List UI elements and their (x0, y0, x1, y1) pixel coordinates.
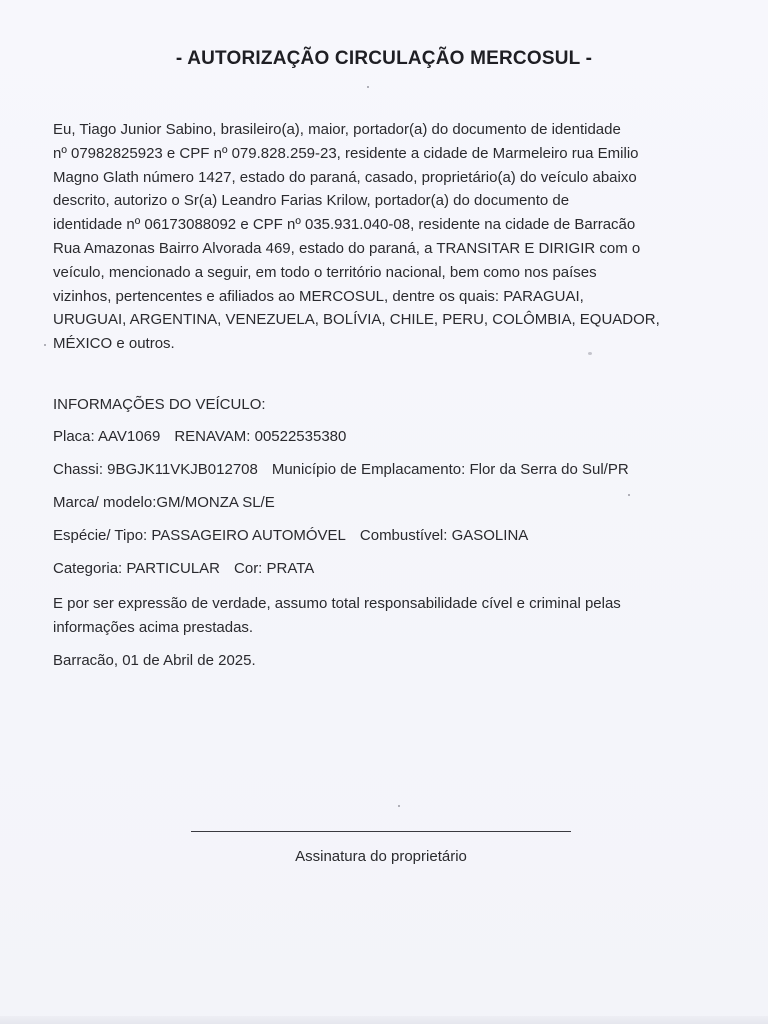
paragraph-line: MÉXICO e outros. (53, 335, 175, 353)
categoria-cor-line (53, 560, 314, 577)
document-title: - AUTORIZAÇÃO CIRCULAÇÃO MERCOSUL - (175, 48, 593, 69)
scan-speck (367, 86, 369, 88)
scan-speck (44, 344, 46, 346)
vehicle-section-label: INFORMAÇÕES DO VEÍCULO: (53, 396, 266, 413)
combustivel-field: Combustível: GASOLINA (359, 527, 529, 544)
authorization-paragraph (53, 118, 725, 356)
chassi-field: Chassi: 9BGJK11VKJB012708 (53, 461, 258, 478)
cor-field: Cor: PRATA (234, 560, 315, 577)
signature-label: Assinatura do proprietário (295, 848, 467, 865)
paragraph-line: Rua Amazonas Bairro Alvorada 469, estado do paraná, a TRANSITAR E DIRIGIR com o (53, 239, 641, 257)
signature-line (191, 831, 571, 832)
paragraph-line: vizinhos, pertencentes e afiliados ao MERCOSUL, dentre os quais: PARAGUAI, (53, 287, 584, 305)
paragraph-line: Magno Glath número 1427, estado do paraná, casado, proprietário(a) do veículo abaixo (53, 168, 637, 186)
renavam-field: RENAVAM: 00522535380 (174, 428, 347, 445)
scan-speck (628, 494, 630, 496)
chassi-municipio-line (53, 461, 629, 478)
municipio-field: Município de Emplacamento: Flor da Serra do Sul/PR (271, 461, 629, 478)
paragraph-line: identidade nº 06173088092 e CPF nº 035.931.040-08, residente na cidade de Barracão (53, 216, 636, 234)
especie-tipo-field: Espécie/ Tipo: PASSAGEIRO AUTOMÓVEL (53, 527, 346, 544)
paragraph-line: nº 07982825923 e CPF nº 079.828.259-23, residente a cidade de Marmeleiro rua Emilio (53, 144, 639, 162)
scan-speck (398, 805, 400, 807)
marca-modelo-field: Marca/ modelo:GM/MONZA SL/E (53, 494, 275, 511)
declaration-line: informações acima prestadas. (53, 619, 254, 636)
place-date: Barracão, 01 de Abril de 2025. (53, 652, 256, 669)
page-bottom-edge (0, 1016, 768, 1024)
scan-speck (588, 352, 592, 355)
paragraph-line: descrito, autorizo o Sr(a) Leandro Farias Krilow, portador(a) do documento de (53, 192, 570, 210)
placa-renavam-line (53, 428, 346, 445)
categoria-field: Categoria: PARTICULAR (53, 560, 221, 577)
paragraph-line: URUGUAI, ARGENTINA, VENEZUELA, BOLÍVIA, CHILE, PERU, COLÔMBIA, EQUADOR, (53, 311, 660, 329)
paragraph-line: veículo, mencionado a seguir, em todo o território nacional, bem como nos países (53, 263, 597, 281)
especie-combustivel-line (53, 527, 528, 544)
declaration-line: E por ser expressão de verdade, assumo total responsabilidade cível e criminal pelas (53, 595, 621, 612)
paragraph-line: Eu, Tiago Junior Sabino, brasileiro(a), maior, portador(a) do documento de identidade (53, 121, 621, 138)
declaration-paragraph (53, 592, 725, 640)
placa-field: Placa: AAV1069 (53, 428, 161, 445)
